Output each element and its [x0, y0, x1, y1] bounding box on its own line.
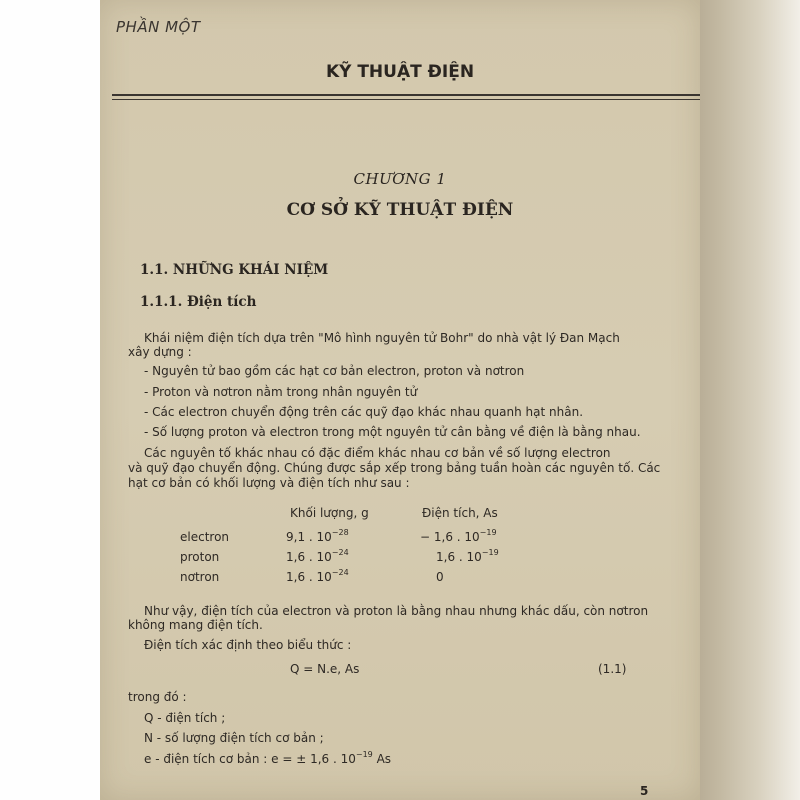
divider-thin [112, 99, 700, 100]
para4: Điện tích xác định theo biểu thức : [144, 638, 352, 652]
bullet-item: - Proton và nơtron nằm trong nhân nguyên tử [144, 385, 418, 399]
definition-n: N - số lượng điện tích cơ bản ; [144, 731, 324, 745]
where-label: trong đó : [128, 690, 187, 704]
table-cell-particle: electron [180, 530, 230, 544]
bullet-item: - Nguyên tử bao gồm các hạt cơ bản electron, proton và nơtron [144, 364, 525, 378]
table-cell-mass: 1,6 . $10^{-24}$ [286, 568, 349, 584]
chapter-label: CHƯƠNG 1 [353, 170, 447, 188]
definition-q: Q - điện tích ; [144, 711, 226, 725]
equation-number: (1.1) [598, 662, 627, 676]
para2-line-2: và quỹ đạo chuyển động. Chúng được sắp xếp trong bảng tuần hoàn các nguyên tố. Các [128, 461, 661, 475]
table-cell-charge: 0 [436, 570, 444, 584]
table-cell-charge: − 1,6 . $10^{-19}$ [420, 528, 497, 544]
table-cell-particle: proton [180, 550, 220, 564]
intro-line-1: Khái niệm điện tích dựa trên "Mô hình nguyên tử Bohr" do nhà vật lý Đan Mạch [144, 331, 620, 345]
right-margin [700, 0, 800, 800]
table-cell-mass: 9,1 . $10^{-28}$ [286, 528, 349, 544]
table-cell-particle: nơtron [180, 570, 220, 584]
section-heading: 1.1. NHỮNG KHÁI NIỆM [140, 262, 329, 278]
equation: Q = N.e, As [290, 662, 360, 676]
table-header-mass: Khối lượng, g [290, 506, 369, 520]
bullet-item: - Số lượng proton và electron trong một nguyên tử cân bằng về điện là bằng nhau. [144, 425, 641, 439]
para2-line-1: Các nguyên tố khác nhau có đặc điểm khác nhau cơ bản về số lượng electron [144, 446, 611, 460]
chapter-title: CƠ SỞ KỸ THUẬT ĐIỆN [286, 200, 514, 220]
page-number: 5 [640, 784, 649, 798]
book-page [100, 0, 700, 800]
part-title: KỸ THUẬT ĐIỆN [325, 62, 475, 82]
para2-line-3: hạt cơ bản có khối lượng và điện tích như sau : [128, 476, 410, 490]
definition-e: e - điện tích cơ bản : e = ± 1,6 . $10^{-19}$ As [144, 750, 392, 766]
table-header-charge: Điện tích, As [422, 506, 498, 520]
subsection-heading: 1.1.1. Điện tích [140, 294, 257, 310]
bullet-item: - Các electron chuyển động trên các quỹ đạo khác nhau quanh hạt nhân. [144, 405, 584, 419]
part-label: PHẦN MỘT [116, 18, 201, 36]
table-cell-mass: 1,6 . $10^{-24}$ [286, 548, 349, 564]
divider-thick [112, 94, 700, 96]
para3-line-1: Như vậy, điện tích của electron và proton là bằng nhau nhưng khác dấu, còn nơtron [144, 604, 649, 618]
table-cell-charge: 1,6 . $10^{-19}$ [436, 548, 499, 564]
intro-line-2: xây dựng : [128, 345, 192, 359]
left-margin [0, 0, 100, 800]
para3-line-2: không mang điện tích. [128, 618, 263, 632]
